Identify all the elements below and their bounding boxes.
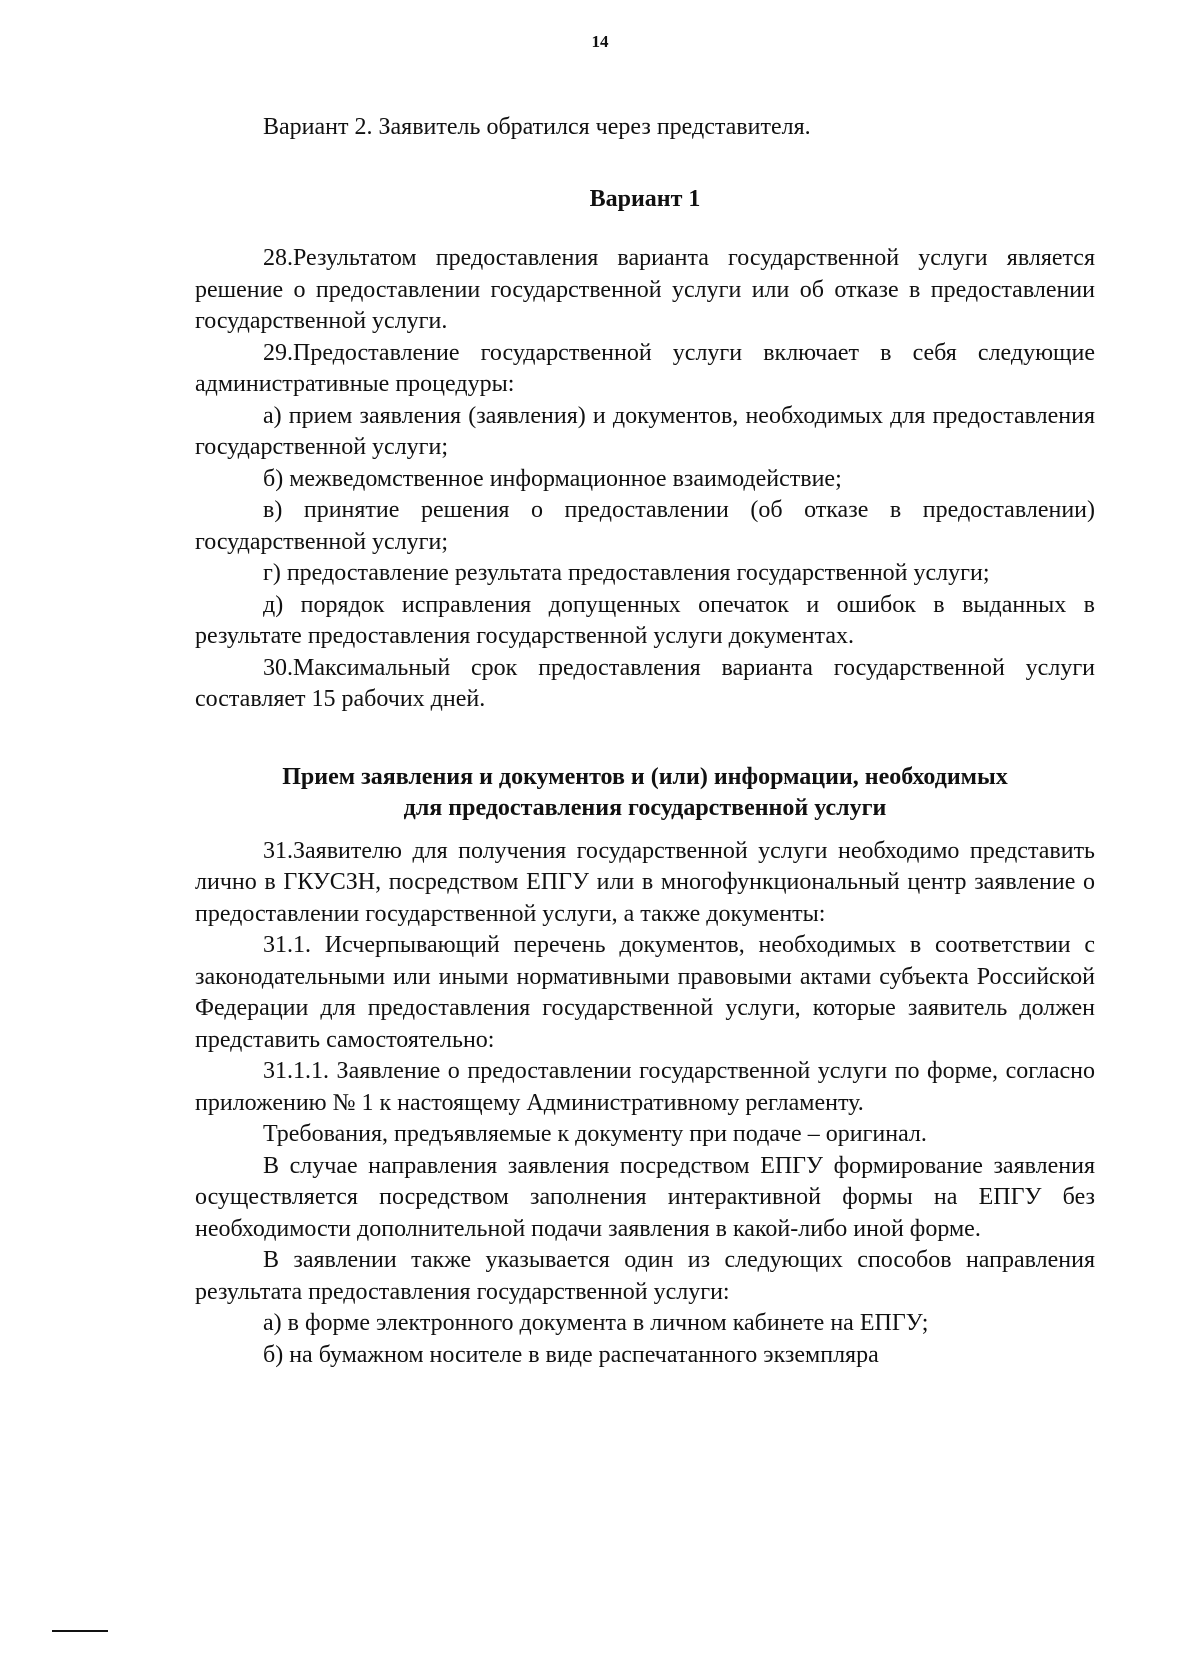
requirements-note: Требования, предъявляемые к документу при подаче – оригинал. bbox=[263, 1121, 927, 1147]
paragraph-30: 30.Максимальный срок предоставления варианта государственной услуги составляет 15 рабочих дней. bbox=[195, 654, 1095, 712]
footnote-rule bbox=[52, 1630, 108, 1632]
variant-2-note: Вариант 2. Заявитель обратился через представителя. bbox=[263, 114, 811, 140]
result-method-b: б) на бумажном носителе в виде распечатанного экземпляра bbox=[263, 1341, 879, 1368]
paragraph-31-1: 31.1. Исчерпывающий перечень документов, необходимых в соответствии с законодательными или иными нормативными правовыми актами субъекта Российской Федерации для предоставления государственной услуги, которые заявитель должен представить самостоятельно: bbox=[195, 932, 1095, 1053]
list-item-a: а) прием заявления (заявления) и документов, необходимых для предоставления государственной услуги; bbox=[195, 402, 1095, 460]
list-item-v: в) принятие решения о предоставлении (об отказе в предоставлении) государственной услуги; bbox=[195, 497, 1095, 555]
paragraph-31-1-1: 31.1.1. Заявление о предоставлении государственной услуги по форме, согласно приложению № 1 к настоящему Административному регламенту. bbox=[195, 1058, 1095, 1116]
section-heading-line-2: для предоставления государственной услуги bbox=[403, 794, 887, 821]
result-method-a: а) в форме электронного документа в личном кабинете на ЕПГУ; bbox=[263, 1310, 929, 1336]
variant-heading: Вариант 1 bbox=[589, 185, 701, 212]
list-item-b: б) межведомственное информационное взаимодействие; bbox=[263, 465, 842, 492]
paragraph-28: 28.Результатом предоставления варианта государственной услуги является решение о предоставлении государственной услуги или об отказе в предоставлении государственной услуги. bbox=[195, 245, 1095, 334]
document-body bbox=[195, 112, 1095, 1371]
result-method-paragraph: В заявлении также указывается один из следующих способов направления результата предоставления государственной услуги: bbox=[195, 1247, 1095, 1305]
epgu-submission-paragraph: В случае направления заявления посредством ЕПГУ формирование заявления осуществляется посредством заполнения интерактивной формы на ЕПГУ без необходимости дополнительной подачи заявления в какой-либо иной форме. bbox=[195, 1152, 1095, 1242]
paragraph-29: 29.Предоставление государственной услуги включает в себя следующие административные процедуры: bbox=[195, 339, 1095, 397]
page-number: 14 bbox=[591, 32, 609, 51]
section-heading bbox=[195, 762, 1095, 824]
paragraph-31: 31.Заявителю для получения государственной услуги необходимо представить лично в ГКУСЗН, посредством ЕПГУ или в многофункциональный центр заявление о предоставлении государственной услуги, а также документы: bbox=[195, 837, 1095, 927]
list-item-d: д) порядок исправления допущенных опечаток и ошибок в выданных в результате предоставления государственной услуги документах. bbox=[195, 591, 1095, 649]
section-heading-line-1: Прием заявления и документов и (или) информации, необходимых bbox=[282, 763, 1008, 790]
list-item-g: г) предоставление результата предоставления государственной услуги; bbox=[263, 560, 990, 586]
